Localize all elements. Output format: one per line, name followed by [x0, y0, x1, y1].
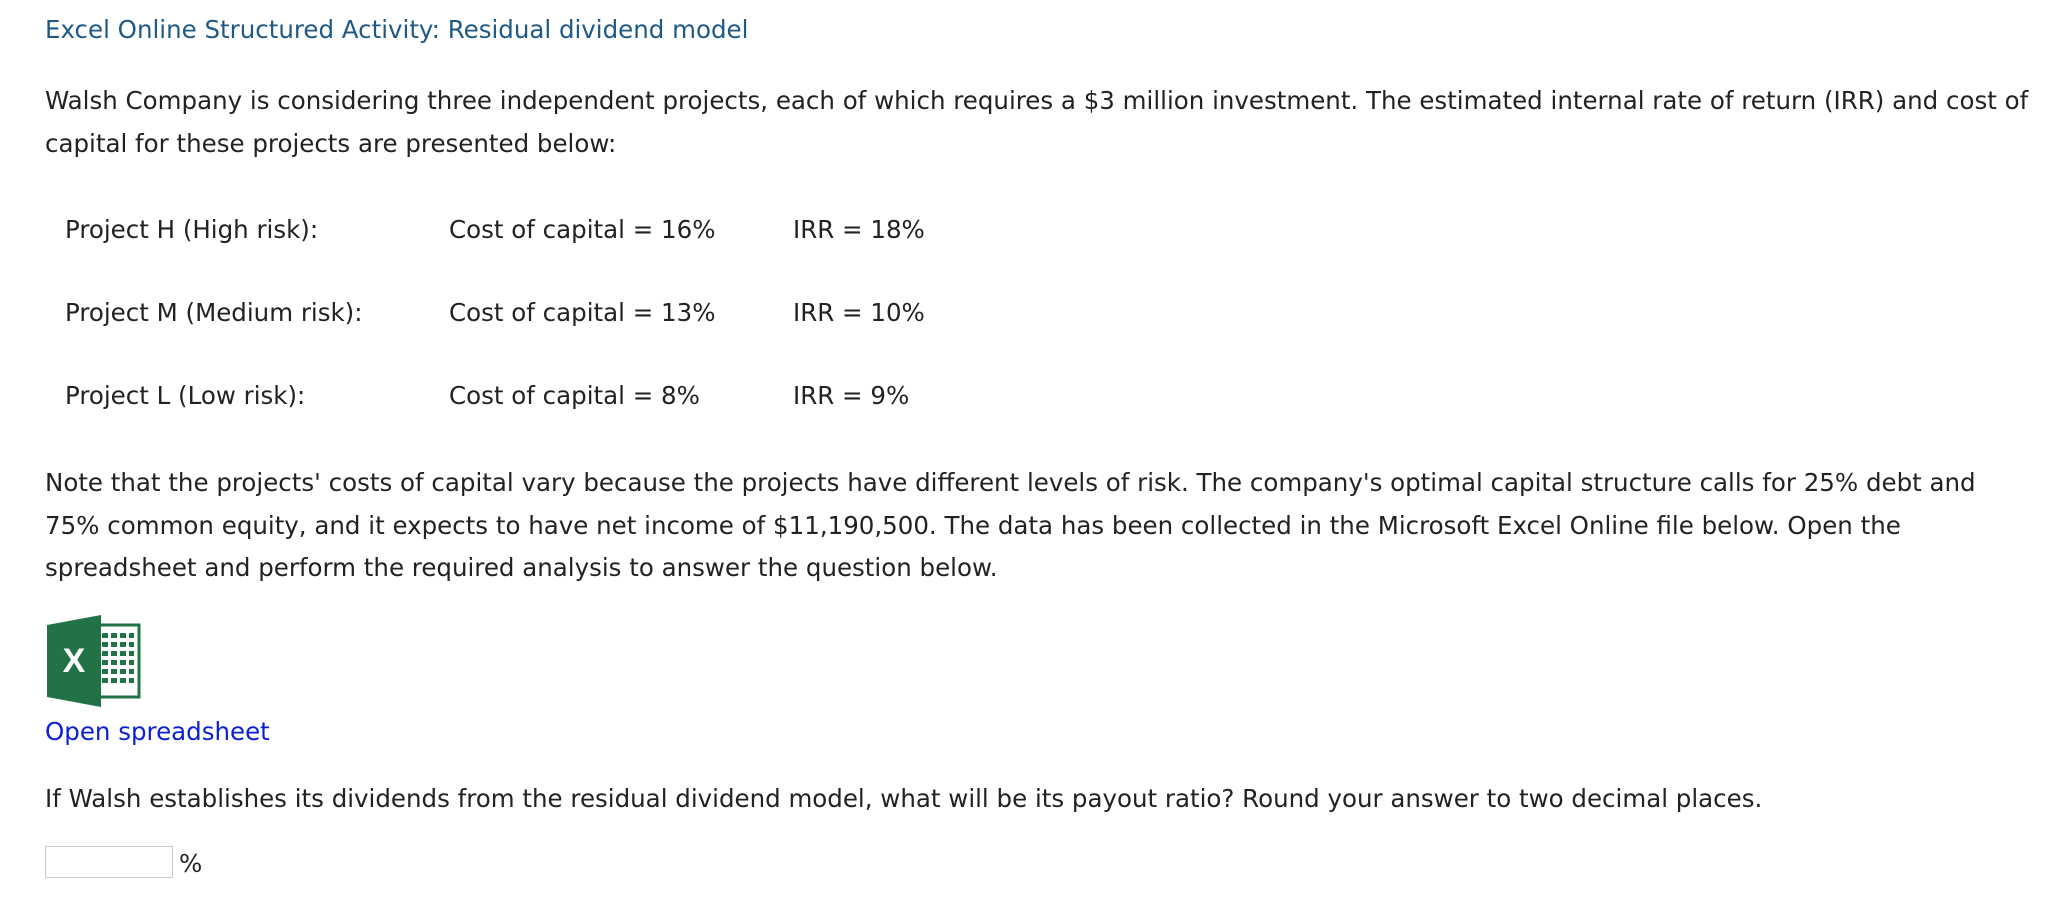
project-irr: IRR = 18%	[793, 215, 925, 244]
open-spreadsheet-link[interactable]: Open spreadsheet	[45, 717, 270, 746]
question-text: If Walsh establishes its dividends from the residual dividend model, what will be its payout ratio? Round your answer to two decimal places.	[45, 784, 1763, 813]
excel-icon[interactable]	[45, 615, 141, 707]
project-irr: IRR = 10%	[793, 298, 925, 327]
project-name: Project L (Low risk):	[65, 381, 306, 410]
project-cost-of-capital: Cost of capital = 8%	[449, 381, 700, 410]
project-name: Project H (High risk):	[65, 215, 319, 244]
project-name: Project M (Medium risk):	[65, 298, 363, 327]
percent-unit-label: %	[179, 849, 203, 878]
project-cost-of-capital: Cost of capital = 13%	[449, 298, 716, 327]
intro-paragraph: Walsh Company is considering three independent projects, each of which requires a $3 million investment. The estimated internal rate of return (IRR) and cost of capital for these projects are presented below:	[45, 86, 2029, 158]
note-paragraph: Note that the projects' costs of capital vary because the projects have different levels of risk. The company's optimal capital structure calls for 25% debt and 75% common equity, and it expects to have net income of $11,190,500. The data has been collected in the Microsoft Excel Online file below. Open the spreadsheet and perform the required analysis to answer the question below.	[45, 468, 1976, 582]
activity-title: Excel Online Structured Activity: Residual dividend model	[45, 15, 749, 44]
excel-icon-letter: X	[62, 642, 86, 680]
payout-ratio-input[interactable]	[45, 846, 173, 878]
project-cost-of-capital: Cost of capital = 16%	[449, 215, 716, 244]
project-irr: IRR = 9%	[793, 381, 910, 410]
